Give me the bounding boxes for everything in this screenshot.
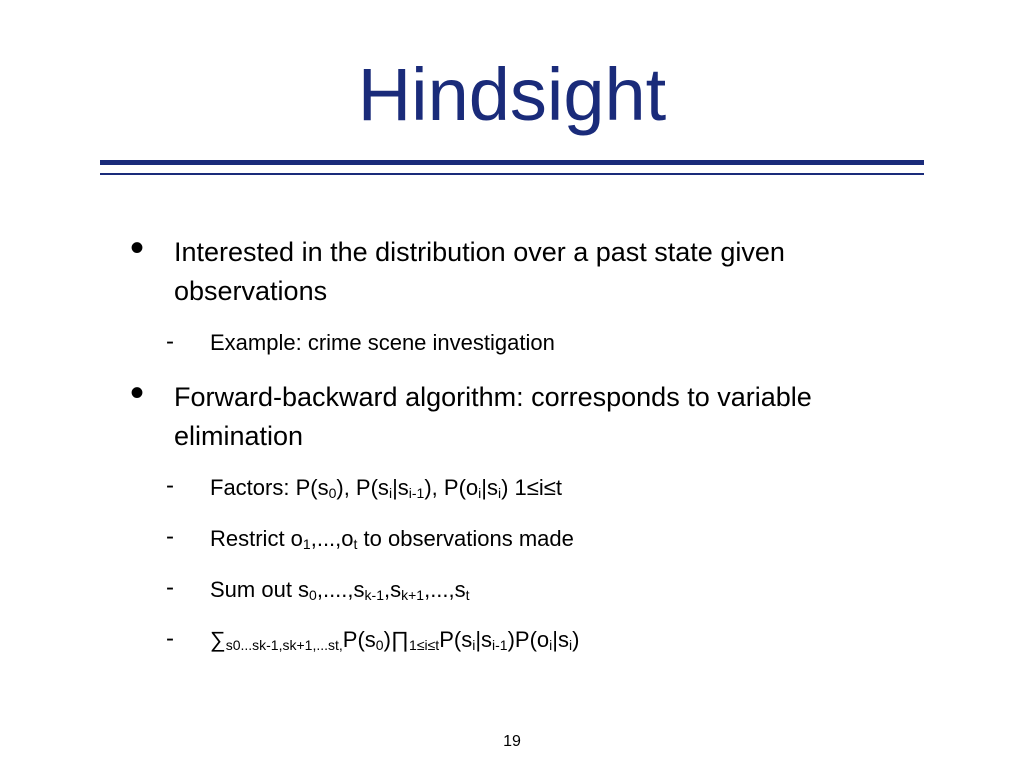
sub-example: Example: crime scene investigation [210, 330, 555, 355]
bullet-dot-2: • [130, 371, 145, 415]
dash-1: - [166, 328, 174, 355]
dash-2: - [166, 472, 174, 499]
bullet-dot-1: • [130, 226, 145, 270]
bullet-2: Forward-backward algorithm: corresponds to variable elimination [174, 382, 812, 451]
sub-factors: Factors: $P(s_0)$, $P(s_i|s_{i-1})$, $P(o_i|s_i)$ 1≤i≤t [210, 475, 562, 501]
sub-formula: $\sum_{s0...sk-1,sk+1,...st,}P(s_0)\prod_{1\le i\le t}P(s_i|s_{i-1})P(o_i|s_i)$ [210, 627, 580, 653]
dash-5: - [166, 625, 174, 652]
bullet-1: Interested in the distribution over a past state given observations [174, 237, 785, 306]
sub-restrict: Restrict $o_1,...,o_t$ to observations made [210, 526, 574, 552]
slide-title: Hindsight [357, 53, 667, 136]
dash-4: - [166, 574, 174, 601]
page-number: 19 [503, 733, 521, 750]
dash-3: - [166, 523, 174, 550]
sub-sumout: Sum out $s_0,....,s_{k-1},s_{k+1},...,s_t$ [210, 577, 470, 603]
title-rule-thick [100, 160, 924, 165]
title-rule-thin [100, 173, 924, 175]
